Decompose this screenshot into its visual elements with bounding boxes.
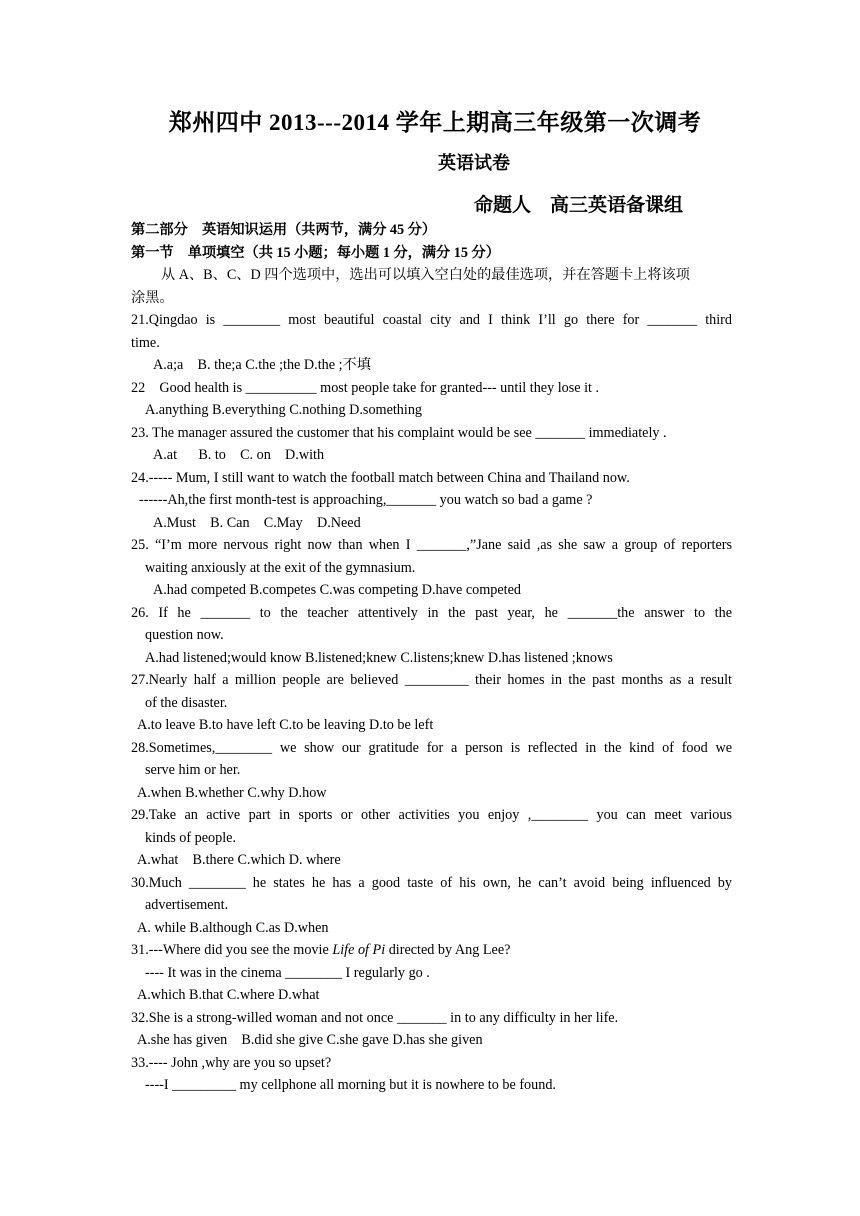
question-26-stem: 26. If he _______ to the teacher attentively in the past year, he _______the answer to the [131,604,732,621]
section-heading: 第一节 单项填空（共 15 小题；每小题 1 分，满分 15 分） [131,244,500,261]
question-31-stem [131,939,732,962]
question-29-stem: 29.Take an active part in sports or other activities you enjoy ,________ you can meet various [131,807,732,823]
question-31-text: directed by Ang Lee? [385,942,511,958]
question-28-stem-cont: serve him or her. [145,762,241,778]
exam-author: 命题人 高三英语备课组 [474,195,684,216]
question-33-stem: 33.---- John ,why are you so upset? [131,1054,332,1071]
question-29-stem-cont: kinds of people. [145,829,237,846]
question-30-stem-cont: advertisement. [145,897,229,913]
question-30-stem: 30.Much ________ he states he has a good taste of his own, he can’t avoid being influenced by [131,874,732,891]
question-26-stem-cont: question now. [145,627,224,643]
question-24-response: ------Ah,the first month-test is approaching,_______ you watch so bad a game ? [139,492,593,508]
question-23-stem: 23. The manager assured the customer that his complaint would be see _______ immediately . [131,424,667,441]
question-26-options: A.had listened;would know B.listened;knew C.listens;knew D.has listened ;knows [145,649,613,666]
question-32-options: A.she has given B.did she give C.she gave D.has she given [137,1032,483,1048]
exam-title: 郑州四中 2013---2014 学年上期高三年级第一次调考 [168,110,702,135]
question-31-options: A.which B.that C.where D.what [137,987,320,1003]
question-21-stem: 21.Qingdao is ________ most beautiful coastal city and I think I’ll go there for _______ third [131,312,732,328]
question-28-stem: 28.Sometimes,________ we show our gratitude for a person is reflected in the kind of food we [131,739,732,756]
question-25-stem-cont: waiting anxiously at the exit of the gymnasium. [145,559,416,576]
part-heading: 第二部分 英语知识运用（共两节，满分 45 分） [131,222,437,238]
question-31-movie-title: Life of Pi [332,942,386,958]
question-24-stem: 24.----- Mum, I still want to watch the football match between China and Thailand now. [131,469,630,486]
question-25-stem: 25. “I’m more nervous right now than when I _______,”Jane said ,as she saw a group of reporters [131,537,732,553]
question-31-response: ---- It was in the cinema ________ I regularly go . [145,964,430,981]
question-22-options: A.anything B.everything C.nothing D.something [145,402,423,418]
question-22-stem: 22 Good health is __________ most people take for granted--- until they lose it . [131,379,600,396]
question-21-stem-cont: time. [131,334,160,351]
question-21-options: A.a;a B. the;a C.the ;the D.the ;不填 [153,357,371,373]
question-29-options: A.what B.there C.which D. where [137,852,341,868]
question-33-response: ----I _________ my cellphone all morning but it is nowhere to be found. [145,1077,556,1093]
question-27-options: A.to leave B.to have left C.to be leaving D.to be left [137,717,434,733]
instruction-line: 涂黑。 [131,289,174,306]
question-30-options: A. while B.although C.as D.when [137,919,329,936]
question-28-options: A.when B.whether C.why D.how [137,784,327,801]
question-27-stem-cont: of the disaster. [145,694,228,711]
question-24-options: A.Must B. Can C.May D.Need [153,514,361,531]
question-27-stem: 27.Nearly half a million people are believed _________ their homes in the past months as a result [131,672,732,688]
exam-content [131,219,732,1097]
question-31-text: 31.---Where did you see the movie [131,942,333,958]
question-32-stem: 32.She is a strong-willed woman and not once _______ in to any difficulty in her life. [131,1009,619,1026]
question-25-options: A.had competed B.competes C.was competing D.have competed [153,582,521,598]
question-23-options: A.at B. to C. on D.with [153,447,325,463]
exam-subject: 英语试卷 [438,153,510,173]
instruction-line: 从 A、B、C、D 四个选项中，选出可以填入空白处的最佳选项，并在答题卡上将该项 [161,267,690,283]
